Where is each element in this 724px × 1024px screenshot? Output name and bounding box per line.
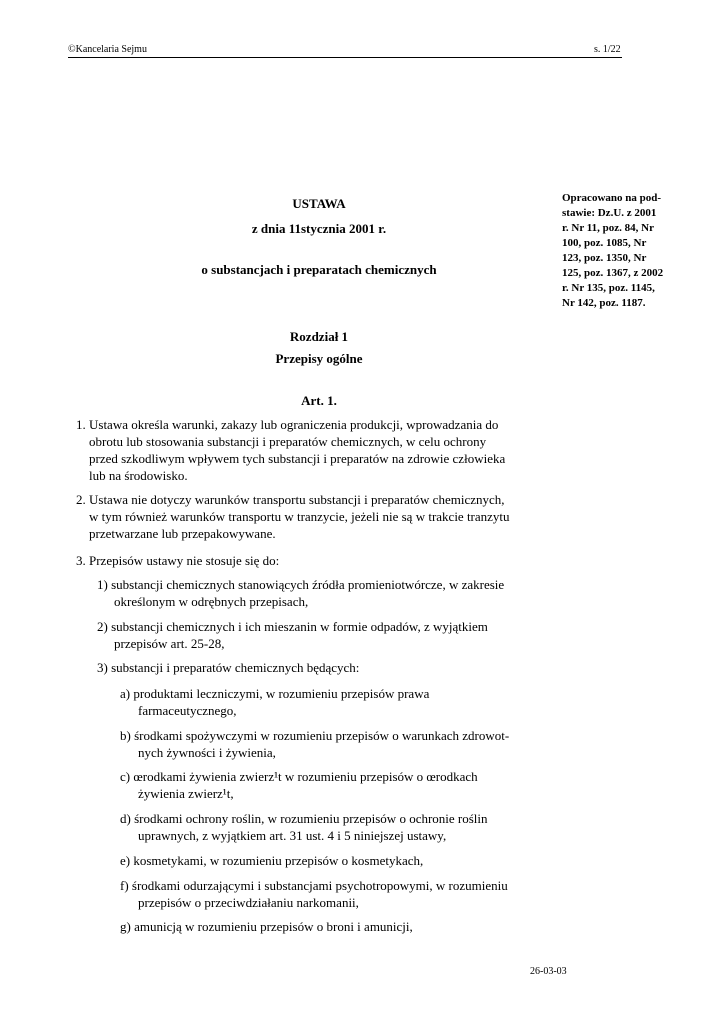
item-line: 1) substancji chemicznych stanowiących źródła promieniotwórcze, w zakresie — [97, 577, 505, 592]
subitem-line: d) środkami ochrony roślin, w rozumieniu przepisów o ochronie roślin — [120, 811, 488, 826]
subitem-line: farmaceutycznego, — [138, 703, 237, 718]
act-type: USTAWA — [292, 196, 346, 211]
chapter-name: Przepisy ogólne — [275, 351, 363, 366]
paragraph-line: w tym również warunków transportu w tranzycie, jeżeli nie są w trakcie tranzytu — [89, 509, 510, 524]
subitem-line: g) amunicją w rozumieniu przepisów o broni i amunicji, — [120, 919, 413, 934]
paragraph-line: obrotu lub stosowania substancji i preparatów chemicznych, w celu ochrony — [89, 434, 487, 449]
item-line: 3) substancji i preparatów chemicznych będących: — [97, 660, 360, 675]
subitem-line: przepisów o przeciwdziałaniu narkomanii, — [138, 895, 359, 910]
subitem-f — [120, 877, 570, 911]
side-note-line: r. Nr 135, poz. 1145, — [562, 282, 655, 294]
paragraph-1 — [76, 416, 570, 484]
side-note-line: Opracowano na pod- — [562, 192, 662, 204]
header-source: ©Kancelaria Sejmu — [68, 44, 147, 55]
item-line: 2) substancji chemicznych i ich mieszanin w formie odpadów, z wyjątkiem — [97, 619, 488, 634]
paragraph-line: 2. Ustawa nie dotyczy warunków transportu substancji i preparatów chemicznych, — [76, 492, 505, 507]
header-rule — [68, 57, 622, 58]
footer-date: 26-03-03 — [530, 966, 567, 977]
article-heading: Art. 1. — [301, 393, 337, 408]
paragraph-line: lub na środowisko. — [89, 468, 188, 483]
subitem-g — [120, 918, 570, 935]
subitem-line: żywienia zwierz¹t, — [138, 786, 234, 801]
subitem-line: uprawnych, z wyjątkiem art. 31 ust. 4 i 5 niniejszej ustawy, — [138, 828, 447, 843]
subitem-b — [120, 727, 570, 761]
page-number: s. 1/22 — [594, 44, 621, 55]
subitem-a — [120, 685, 570, 719]
subitem-e — [120, 852, 570, 869]
side-note-line: 125, poz. 1367, z 2002 — [562, 267, 664, 279]
subitem-line: c) œrodkami żywienia zwierz¹t w rozumieniu przepisów o œrodkach — [120, 769, 478, 784]
list-item-3 — [97, 659, 570, 676]
act-date: z dnia 11stycznia 2001 r. — [251, 221, 387, 236]
paragraph-2 — [76, 491, 570, 542]
subitem-line: e) kosmetykami, w rozumieniu przepisów o kosmetykach, — [120, 853, 424, 868]
paragraph-3 — [76, 552, 570, 569]
subitem-line: a) produktami leczniczymi, w rozumieniu przepisów prawa — [120, 686, 430, 701]
list-item-2 — [97, 618, 570, 652]
paragraph-line: 3. Przepisów ustawy nie stosuje się do: — [76, 553, 280, 568]
paragraph-line: 1. Ustawa określa warunki, zakazy lub ograniczenia produkcji, wprowadzania do — [76, 417, 499, 432]
subitem-line: b) środkami spożywczymi w rozumieniu przepisów o warunkach zdrowot- — [120, 728, 510, 743]
side-note-line: stawie: Dz.U. z 2001 — [562, 207, 657, 219]
subitem-c — [120, 768, 570, 802]
item-line: określonym w odrębnych przepisach, — [114, 594, 309, 609]
list-item-1 — [97, 576, 570, 610]
side-note-line: r. Nr 11, poz. 84, Nr — [562, 222, 654, 234]
item-line: przepisów art. 25-28, — [114, 636, 225, 651]
side-note-line: 123, poz. 1350, Nr — [562, 252, 647, 264]
side-note — [562, 191, 702, 311]
paragraph-line: przetwarzane lub przepakowywane. — [89, 526, 276, 541]
paragraph-line: przed szkodliwym wpływem tych substancji i preparatów na zdrowie człowieka — [89, 451, 506, 466]
act-title: o substancjach i preparatach chemicznych — [201, 262, 437, 277]
side-note-line: Nr 142, poz. 1187. — [562, 297, 646, 309]
subitem-d — [120, 810, 570, 844]
chapter-number: Rozdział 1 — [289, 329, 349, 344]
subitem-line: f) środkami odurzającymi i substancjami psychotropowymi, w rozumieniu — [120, 878, 508, 893]
subitem-line: nych żywności i żywienia, — [138, 745, 276, 760]
side-note-line: 100, poz. 1085, Nr — [562, 237, 647, 249]
